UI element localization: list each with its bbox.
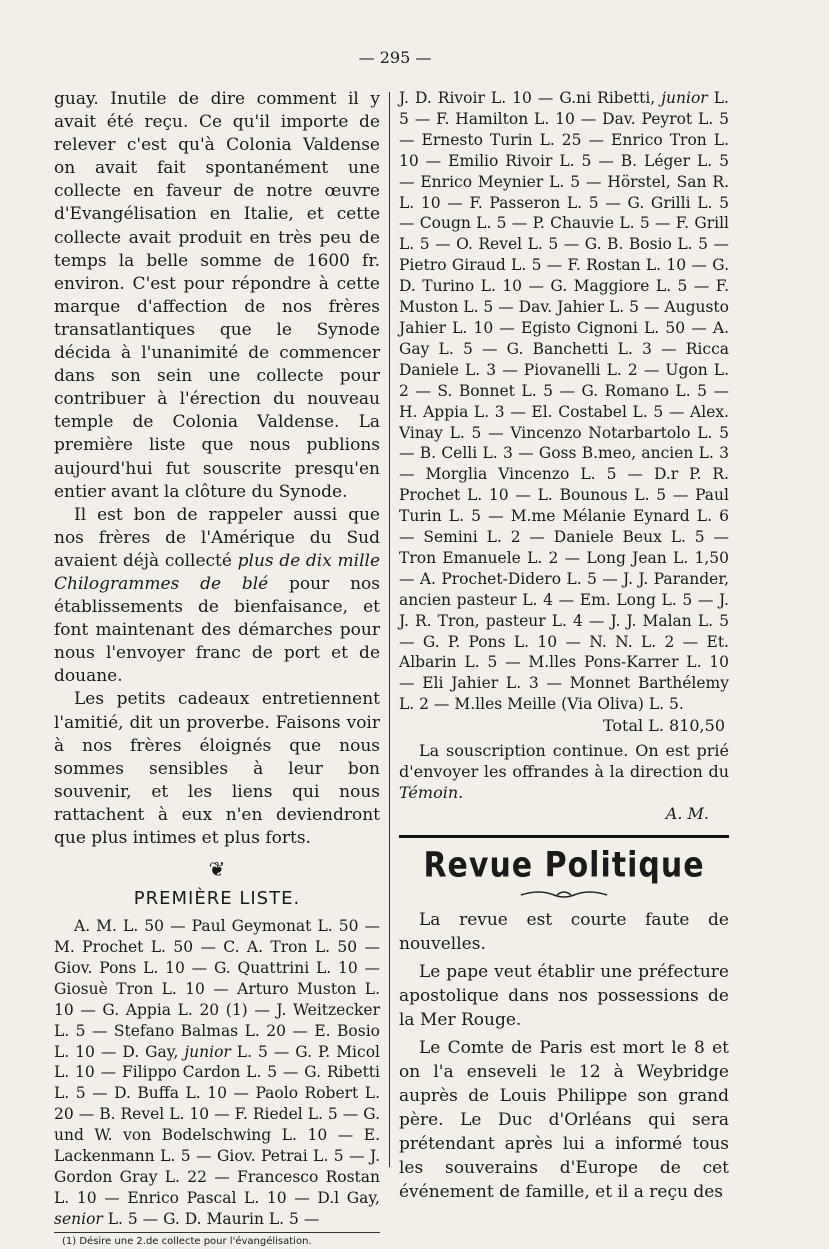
page-number: — 295 —: [358, 48, 432, 67]
signature: A. M.: [665, 804, 709, 824]
list-senior: senior: [54, 1209, 103, 1228]
list-junior: junior: [184, 1042, 231, 1061]
list-total: Total L. 810,50: [602, 716, 725, 736]
list-text-3: L. 5 — G. D. Maurin L. 5 —: [102, 1209, 320, 1228]
column-divider: [389, 92, 390, 1167]
news-item: La revue est courte faute de nouvelles.: [399, 910, 729, 955]
subscription-list-part1: [54, 916, 380, 1230]
list-cont-2: L. 5 — F. Hamilton L. 10 — Dav. Peyrot L. 5 — Ernesto Turin L. 25 — Enrico Tron L. 10 — Emilio Rivoir L. 5 — B. Léger L. 5 — Enrico Meynier L. 5 — Hörstel, San R. L. 10 — F. Passeron L. 5 — G. Grilli L. 5 — Cougn L. 5 — P. Chauvie L. 5 — F. Grill L. 5 — O. Revel L. 5 — G. B. Bosio L. 5 — Pietro Giraud L. 5 — F. Rostan L. 10 — G. D. Turino L. 10 — G. Maggiore L. 5 — F. Muston L. 5 — Dav. Jahier L. 5 — Augusto Jahier L. 10 — Egisto Cignoni L. 50 — A. Gay L. 5 — G. Banchetti L. 3 — Ricca Daniele L. 3 — Piovanelli L. 2 — Ugon L. 2 — S. Bonnet L. 5 — G. Romano L. 5 — H. Appia L. 3 — El. Costabel L. 5 — Alex. Vinay L. 5 — Vincenzo Notarbartolo L. 5 — B. Celli L. 3 — Goss B.meo, ancien L. 3 — Morglia Vincenzo L. 5 — D.r P. R. Prochet L. 10 — L. Bounous L. 5 — Paul Turin L. 5 — M.me Mélanie Eynard L. 6 — Semini L. 2 — Daniele Beux L. 5 — Tron Emanuele L. 2 — Long Jean L. 1,50 — A. Prochet-Didero L. 5 — J. J. Parander, ancien pasteur L. 4 — Em. Long L. 5 — J. J. R. Tron, pasteur L. 4 — J. J. Malan L. 5 — G. P. Pons L. 10 — N. N. L. 2 — Et. Albarin L. 5 — M.lles Pons-Karrer L. 10 — Eli Jahier L. 3 — Monnet Barthélemy L. 2 — M.lles Meille (Via Oliva) L. 5.: [399, 89, 729, 714]
fleuron-ornament: ❦: [208, 857, 226, 882]
list-title: PREMIÈRE LISTE.: [133, 888, 301, 910]
news-item: Le Comte de Paris est mort le 8 et on l'a enseveli le 12 à Weybridge auprès de Louis Philippe son grand père. Le Duc d'Orléans qui sera prétendant après lui a informé tous les souverains d'Europe de cet événement de famille, et il a reçu des: [399, 1038, 729, 1203]
subscription-list-part2: [399, 88, 729, 715]
news-section: [399, 908, 729, 1204]
left-column: [54, 88, 380, 1249]
list-text-2: L. 5 — G. P. Micol L. 10 — Filippo Cardon L. 5 — G. Ribetti L. 5 — D. Buffa L. 10 — Paolo Robert L. 20 — B. Revel L. 10 — F. Riedel L. 5 — G. und W. von Bodelschwing L. 10 — E. Lackenmann L. 5 — Giov. Petrai L. 5 — J. Gordon Gray L. 22 — Francesco Rostan L. 10 — Enrico Pascal L. 10 — D.l Gay,: [54, 1042, 380, 1207]
footnote-rule: [54, 1232, 380, 1233]
souscription-temoin: Témoin: [399, 783, 459, 803]
paragraph-ble-text-1: Il est bon de rappeler aussi que nos frères de l'Amérique du Sud avaient déjà collecté: [54, 504, 380, 571]
news-item: Le pape veut établir une préfecture apostolique dans nos possessions de la Mer Rouge.: [399, 962, 729, 1031]
right-column: [399, 88, 729, 1208]
paragraph-ble-text-2: pour nos établissements de bienfaisance, et font maintenant des démarches pour nous l'envoyer franc de port et de douane.: [54, 573, 380, 687]
souscription-note: [399, 740, 729, 803]
section-rule: [399, 835, 729, 838]
paragraph-ble-italic: plus de dix mille Chilogrammes de blé: [54, 550, 380, 594]
paragraph-ble: [54, 504, 380, 689]
souscription-text-1: La souscription continue. On est prié d'envoyer les offrandes à la direction du: [399, 741, 729, 782]
souscription-text-2: .: [458, 783, 464, 803]
list-cont-1: J. D. Rivoir L. 10 — G.ni Ribetti,: [399, 89, 662, 107]
footnote: (1) Désire une 2.de collecte pour l'évangélisation.: [62, 1235, 312, 1247]
section-title: Revue Politique: [423, 845, 705, 886]
list-cont-junior: junior: [661, 89, 708, 107]
paragraph-cadeaux: Les petits cadeaux entretiennent l'amitié, dit un proverbe. Faisons voir à nos frères éloignés que nous sommes sensibles à leur bon souvenir, et les liens qui nous rattachent à eux n'en deviendront que plus intimes et plus forts.: [54, 689, 380, 848]
list-text-1: A. M. L. 50 — Paul Geymonat L. 50 — M. Prochet L. 50 — C. A. Tron L. 50 — Giov. Pons L. 10 — G. Quattrini L. 10 — Giosuè Tron L. 10 — Arturo Muston L. 10 — G. Appia L. 20 (1) — J. Weitzecker L. 5 — Stefano Balmas L. 20 — E. Bosio L. 10 — D. Gay,: [54, 917, 380, 1061]
paragraph-colonia: guay. Inutile de dire comment il y avait été reçu. Ce qu'il importe de relever c'est qu'à Colonia Valdense on avait fait spontanément une collecte en faveur de notre œuvre d'Evangélisation en Italie, et cette collecte avait produit en très peu de temps la belle somme de 1600 fr. environ. C'est pour répondre à cette marque d'affection de nos frères transatlantiques que le Synode décida à l'unanimité de commencer dans son sein une collecte pour contribuer à l'érection du nouveau temple de Colonia Valdense. La première liste que nous publions aujourd'hui fut souscrite presqu'en entier avant la clôture du Synode.: [54, 89, 380, 502]
